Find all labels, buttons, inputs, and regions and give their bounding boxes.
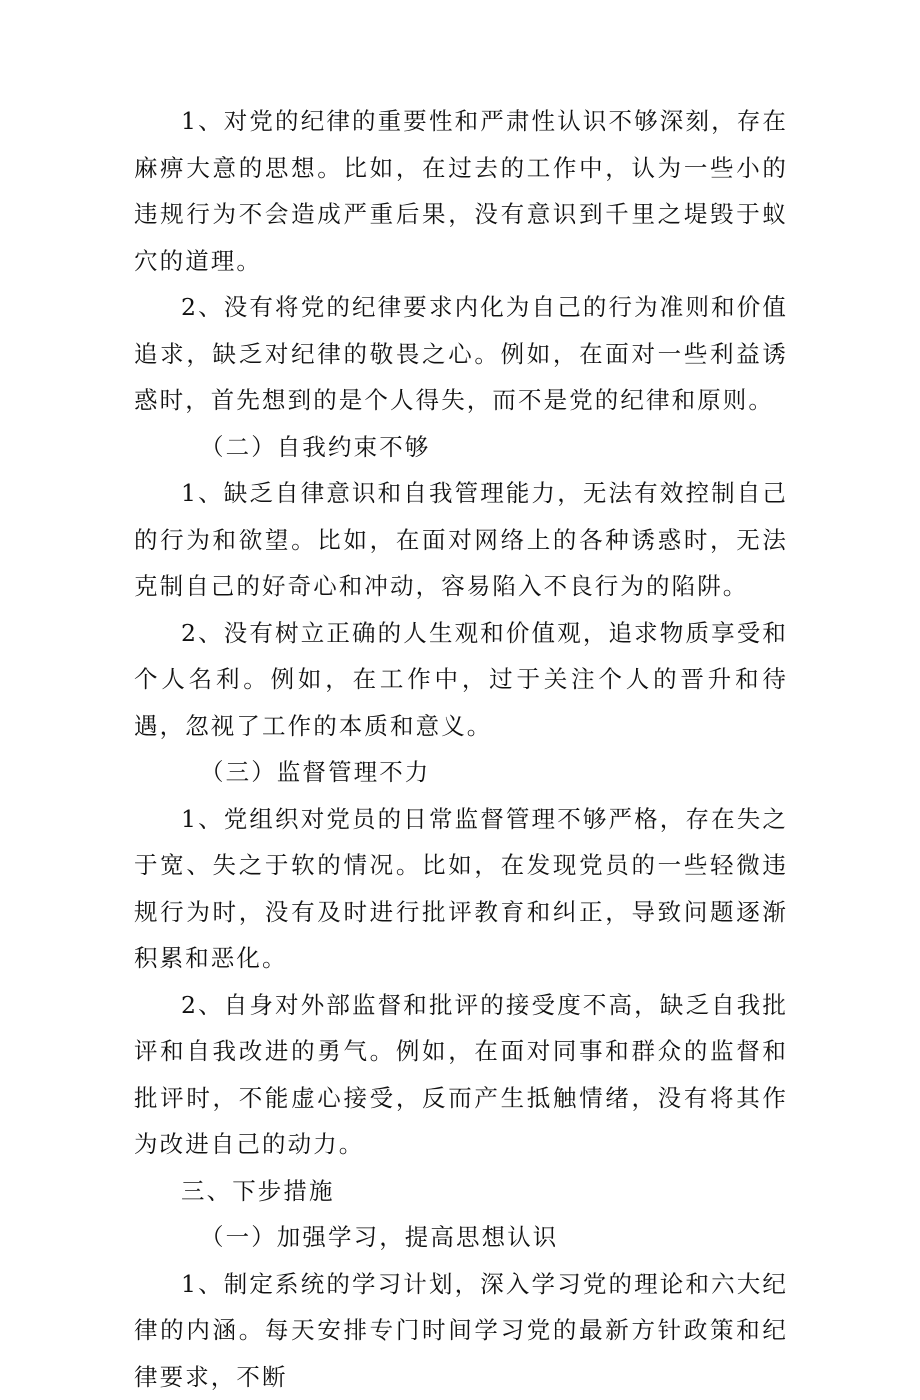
subheading-self-restraint: （二）自我约束不够 — [134, 424, 788, 471]
section-heading-next-steps: 三、下步措施 — [134, 1168, 788, 1215]
paragraph-discipline-awareness-1: 1、对党的纪律的重要性和严肃性认识不够深刻，存在麻痹大意的思想。比如，在过去的工作中，认为一些小的违规行为不会造成严重后果，没有意识到千里之堤毁于蚁穴的道理。 — [134, 98, 788, 284]
paragraph-study-plan: 1、制定系统的学习计划，深入学习党的理论和六大纪律的内涵。每天安排专门时间学习党的最新方针政策和纪律要求，不断 — [134, 1261, 788, 1400]
paragraph-self-restraint-2: 2、没有树立正确的人生观和价值观，追求物质享受和个人名利。例如，在工作中，过于关注个人的晋升和待遇，忽视了工作的本质和意义。 — [134, 610, 788, 750]
subheading-supervision: （三）监督管理不力 — [134, 749, 788, 796]
paragraph-supervision-2: 2、自身对外部监督和批评的接受度不高，缺乏自我批评和自我改进的勇气。例如，在面对同事和群众的监督和批评时，不能虚心接受，反而产生抵触情绪，没有将其作为改进自己的动力。 — [134, 982, 788, 1168]
paragraph-supervision-1: 1、党组织对党员的日常监督管理不够严格，存在失之于宽、失之于软的情况。比如，在发现党员的一些轻微违规行为时，没有及时进行批评教育和纠正，导致问题逐渐积累和恶化。 — [134, 796, 788, 982]
subheading-strengthen-learning: （一）加强学习，提高思想认识 — [134, 1214, 788, 1261]
paragraph-self-restraint-1: 1、缺乏自律意识和自我管理能力，无法有效控制自己的行为和欲望。比如，在面对网络上的各种诱惑时，无法克制自己的好奇心和冲动，容易陷入不良行为的陷阱。 — [134, 470, 788, 610]
paragraph-discipline-awareness-2: 2、没有将党的纪律要求内化为自己的行为准则和价值追求，缺乏对纪律的敬畏之心。例如，在面对一些利益诱惑时，首先想到的是个人得失，而不是党的纪律和原则。 — [134, 284, 788, 424]
